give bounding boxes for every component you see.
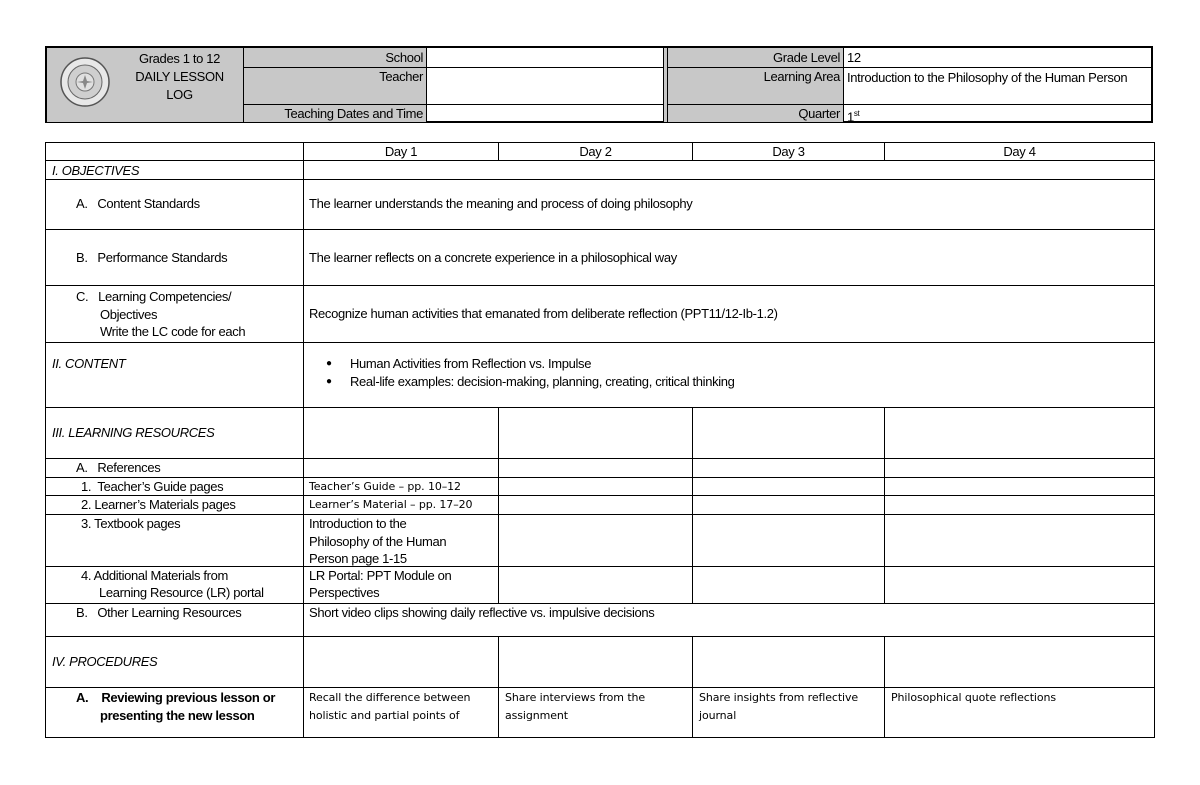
learners-materials-label: 2. Learner’s Materials pages (81, 497, 236, 512)
reviewing-day-4: Philosophical quote reflections (891, 691, 1057, 704)
learning-resources-heading: III. LEARNING RESOURCES (52, 425, 215, 440)
additional-materials-label (81, 567, 264, 601)
references-label: A. References (76, 460, 161, 475)
dll-title-line-2: DAILY LESSON (135, 69, 224, 84)
dll-title-line-3: LOG (166, 87, 193, 102)
grade-level-field[interactable]: 12 (844, 48, 1153, 68)
textbook-value-line: Introduction to the (309, 516, 407, 531)
day-4-header: Day 4 (1003, 144, 1036, 159)
content-heading: II. CONTENT (52, 356, 126, 371)
learning-area-label: Learning Area (668, 68, 844, 105)
reviewing-day-3-line: journal (699, 709, 737, 722)
teachers-guide-value: Teacher’s Guide – pp. 10–12 (309, 480, 461, 493)
school-label: School (244, 48, 427, 68)
day-2-header: Day 2 (579, 144, 612, 159)
dll-header (45, 46, 1153, 123)
additional-materials-label-line: 4. Additional Materials from (81, 568, 228, 583)
quarter-field[interactable] (844, 105, 1153, 123)
teachers-guide-label: 1. Teacher’s Guide pages (81, 479, 224, 494)
competencies-label-line-1: C. Learning Competencies/ (76, 289, 232, 304)
additional-materials-value-line: Perspectives (309, 585, 380, 600)
content-standards-value: The learner understands the meaning and process of doing philosophy (309, 196, 693, 211)
other-resources-label: B. Other Learning Resources (76, 605, 242, 620)
reviewing-day-3 (699, 689, 858, 725)
dates-label: Teaching Dates and Time (244, 105, 427, 123)
learning-area-field[interactable]: Introduction to the Philosophy of the Human Person (844, 68, 1153, 105)
logo-cell (47, 48, 244, 123)
reviewing-day-3-line: Share insights from reflective (699, 691, 859, 704)
objectives-heading: I. OBJECTIVES (52, 163, 140, 178)
school-field[interactable] (427, 48, 664, 68)
teacher-field[interactable] (427, 68, 664, 105)
learning-competencies-label (76, 288, 245, 341)
competencies-label-line-3: Write the LC code for each (100, 324, 246, 339)
grade-level-label: Grade Level (668, 48, 844, 68)
reviewing-day-2-line: Share interviews from the (505, 691, 646, 704)
additional-materials-label-line: Learning Resource (LR) portal (99, 585, 264, 600)
day-1-header: Day 1 (384, 144, 418, 159)
textbook-value-line: Person page 1-15 (309, 551, 407, 566)
reviewing-day-2 (505, 689, 645, 725)
content-bullet-item: ● Human Activities from Reflection vs. Impulse (304, 355, 1144, 373)
reviewing-lesson-label-line: A. Reviewing previous lesson or (76, 690, 276, 705)
reviewing-day-2-line: assignment (505, 709, 568, 722)
additional-materials-value (309, 567, 451, 601)
procedures-heading: IV. PROCEDURES (52, 654, 158, 669)
textbook-label: 3. Textbook pages (81, 516, 181, 531)
additional-materials-value-line: LR Portal: PPT Module on (309, 568, 452, 583)
reviewing-lesson-label-line: presenting the new lesson (100, 708, 255, 723)
content-bullet-item: ● Real-life examples: decision-making, planning, creating, critical thinking (304, 373, 1144, 391)
dates-field[interactable] (427, 105, 664, 123)
dll-title-line-1: Grades 1 to 12 (138, 51, 221, 66)
competencies-label-line-2: Objectives (100, 306, 158, 322)
performance-standards-label: B. Performance Standards (76, 250, 228, 265)
content-standards-label: A. Content Standards (76, 196, 200, 211)
learning-competencies-value: Recognize human activities that emanated from deliberate reflection (PPT11/12-Ib-1.2) (309, 306, 778, 321)
reviewing-lesson-label (76, 689, 275, 725)
textbook-value-line: Philosophy of the Human (309, 533, 447, 549)
deped-seal-icon (59, 56, 111, 108)
reviewing-day-1-line: holistic and partial points of (309, 709, 460, 722)
other-resources-value: Short video clips showing daily reflective vs. impulsive decisions (309, 605, 655, 620)
quarter-label: Quarter (668, 105, 844, 123)
textbook-value (309, 515, 446, 568)
quarter-value: 1 (847, 109, 854, 125)
lesson-log-table (45, 142, 1155, 738)
day-3-header: Day 3 (772, 144, 805, 159)
reviewing-day-1 (309, 689, 470, 725)
content-bullets (304, 355, 1144, 391)
performance-standards-value: The learner reflects on a concrete experience in a philosophical way (309, 250, 677, 265)
teacher-label: Teacher (244, 68, 427, 105)
learners-materials-value: Learner’s Material – pp. 17–20 (309, 498, 473, 511)
reviewing-day-1-line: Recall the difference between (309, 691, 471, 704)
quarter-ordinal: st (853, 109, 860, 118)
